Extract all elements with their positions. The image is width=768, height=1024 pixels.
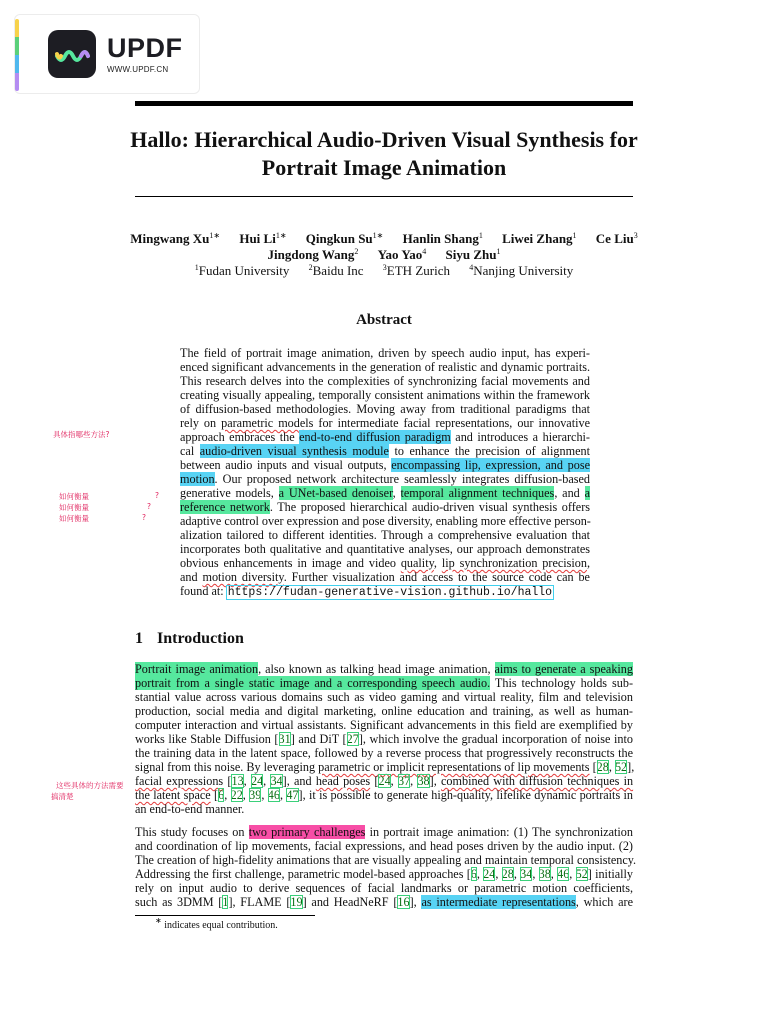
author-name: Liwei Zhang bbox=[502, 231, 573, 246]
affiliation: Nanjing University bbox=[473, 263, 574, 278]
question-mark[interactable]: ? bbox=[155, 491, 159, 500]
author-list bbox=[120, 231, 648, 279]
author-sup: 4 bbox=[422, 247, 427, 256]
author-name: Hui Li bbox=[239, 231, 276, 246]
margin-note[interactable]: 搞清楚 bbox=[51, 792, 74, 801]
affil-sup: 4 bbox=[469, 263, 474, 272]
abstract-heading: Abstract bbox=[356, 312, 412, 328]
question-mark[interactable]: ? bbox=[147, 502, 151, 511]
title-line-2: Portrait Image Animation bbox=[261, 155, 507, 180]
author-name: Yao Yao bbox=[377, 247, 423, 262]
author-sup: 2 bbox=[354, 247, 359, 256]
section-number: 1 bbox=[135, 630, 143, 647]
author-name: Hanlin Shang bbox=[402, 231, 479, 246]
margin-note[interactable]: 如何衡量 bbox=[59, 503, 89, 512]
margin-note[interactable]: 具体指哪些方法? bbox=[53, 430, 110, 439]
affiliation: ETH Zurich bbox=[386, 263, 450, 278]
margin-note[interactable]: 如何衡量 bbox=[59, 492, 89, 501]
author-line-2 bbox=[120, 247, 648, 263]
intro-paragraph-2: This study focuses on two primary challenges in portrait image animation: (1) The synchronization and coordination of lip movements, facial expressions, and head poses driven by the audio input. (2) The creation of high-fidelity animations that are visually appealing and maintain temporal consistency. Addressing the first challenge, parametric model-based approaches [6, 24, 28, 34, 38, 46, 52] initially rely on input audio to derive sequences of facial landmarks or parametric motion coefficients, such as 3DMM [1], FLAME [19] and HeadNeRF [16], as intermediate representations, which are bbox=[135, 825, 637, 909]
author-line-1 bbox=[120, 231, 648, 247]
affil-sup: 2 bbox=[308, 263, 313, 272]
section-heading bbox=[135, 630, 244, 648]
highlight-temporal: temporal alignment techniques bbox=[400, 486, 555, 500]
margin-note[interactable]: 如何衡量 bbox=[59, 514, 89, 523]
updf-watermark bbox=[14, 14, 200, 94]
author-sup: 1∗ bbox=[372, 231, 384, 240]
affil-sup: 1 bbox=[194, 263, 199, 272]
footnote-rule bbox=[135, 915, 315, 916]
highlight-reference-net: reference network bbox=[180, 500, 270, 514]
abstract-body: The field of portrait image animation, driven by speech audio input, has experi- enced significant advancements in the generation of realistic and dynamic portraits. This research delves into the complexities of synchronizing facial movements and creating visually appealing, temporally consistent animations within the framework of diffusion-based methodologies. Moving away from traditional paradigms that rely on parametric models for intermediate facial representations, our innovative approach embraces the end-to-end diffusion paradigm and introduces a hierarchi- cal audio-driven visual synthesis module to enhance the precision of alignment between audio inputs and visual outputs, encompassing lip, expression, and pose motion. Our proposed network architecture seamlessly integrates diffusion-based generative models, a UNet-based denoiser, temporal alignment techniques, and a reference network. The proposed hierarchical audio-driven visual synthesis offers adaptive control over expression and pose diversity, enabling more effective person- alization tailored to different identities. Through a comprehensive evaluation that incorporates both qualitative and quantitative analyses, our approach demonstrates obvious enhancements in image and video quality, lip synchronization precision, and motion diversity. Further visualization and access to the source code can be found at: https://fudan-generative-vision.github.io/hallo bbox=[180, 346, 591, 599]
affiliation: Baidu Inc bbox=[312, 263, 364, 278]
author-sup: 1 bbox=[496, 247, 501, 256]
author-name: Jingdong Wang bbox=[267, 247, 355, 262]
footnote-text: indicates equal contribution. bbox=[164, 920, 278, 931]
author-sup: 1 bbox=[478, 231, 483, 240]
author-sup: 1∗ bbox=[209, 231, 221, 240]
title-top-rule bbox=[135, 101, 633, 106]
highlight-two-challenges: two primary challenges bbox=[248, 825, 366, 839]
affiliation: Fudan University bbox=[198, 263, 290, 278]
author-sup: 1∗ bbox=[275, 231, 287, 240]
affiliations bbox=[120, 263, 648, 279]
brand-name: UPDF bbox=[107, 33, 183, 63]
author-name: Siyu Zhu bbox=[445, 247, 497, 262]
brand-stripe bbox=[15, 19, 19, 91]
author-name: Ce Liu bbox=[595, 231, 634, 246]
source-code-link[interactable]: https://fudan-generative-vision.github.io/hallo bbox=[227, 586, 553, 599]
affil-sup: 3 bbox=[382, 263, 387, 272]
footnote bbox=[155, 916, 278, 931]
footnote-mark: ∗ bbox=[155, 916, 162, 925]
author-name: Qingkun Su bbox=[305, 231, 373, 246]
title-line-1: Hallo: Hierarchical Audio-Driven Visual Synthesis for bbox=[130, 127, 638, 152]
brand-url: WWW.UPDF.CN bbox=[107, 65, 169, 74]
intro-paragraph-1: Portrait image animation, also known as talking head image animation, aims to generate a speaking portrait from a single static image and a corresponding speech audio. This technology holds sub- stantial value across various domains such as video gaming and virtual reality, film and television production, social media and digital marketing, online education and training, as well as human- computer interaction and virtual assistants. Significant advancements in this field are exemplified by works like Stable Diffusion [31] and DiT [27], which involve the gradual incorporation of noise into the training data in the latent space, followed by a reverse process that progressively reconstructs the signal from this noise. By leveraging parametric or implicit representations of lip movements [28, 52], facial expressions [13, 24, 34], and head poses [24, 37, 38], combined with diffusion techniques in the latent space [6, 22, 39, 46, 47], it is possible to generate high-quality, lifelike dynamic portraits in an end-to-end manner. bbox=[135, 662, 635, 816]
highlight-audio-driven: audio-driven visual synthesis module bbox=[199, 444, 389, 458]
question-mark[interactable]: ? bbox=[142, 513, 146, 522]
section-title: Introduction bbox=[157, 630, 244, 647]
paper-title bbox=[120, 126, 648, 182]
updf-logo-icon bbox=[48, 30, 96, 78]
highlight-lip-expression: encompassing lip, expression, and pose bbox=[391, 458, 590, 472]
title-bottom-rule bbox=[135, 196, 633, 197]
author-sup: 3 bbox=[633, 231, 638, 240]
margin-note[interactable]: 这些具体的方法需要 bbox=[56, 781, 124, 790]
highlight-unet: a UNet-based denoiser bbox=[278, 486, 393, 500]
highlight-end-to-end: end-to-end diffusion paradigm bbox=[299, 430, 451, 444]
author-sup: 1 bbox=[572, 231, 577, 240]
author-name: Mingwang Xu bbox=[130, 231, 210, 246]
